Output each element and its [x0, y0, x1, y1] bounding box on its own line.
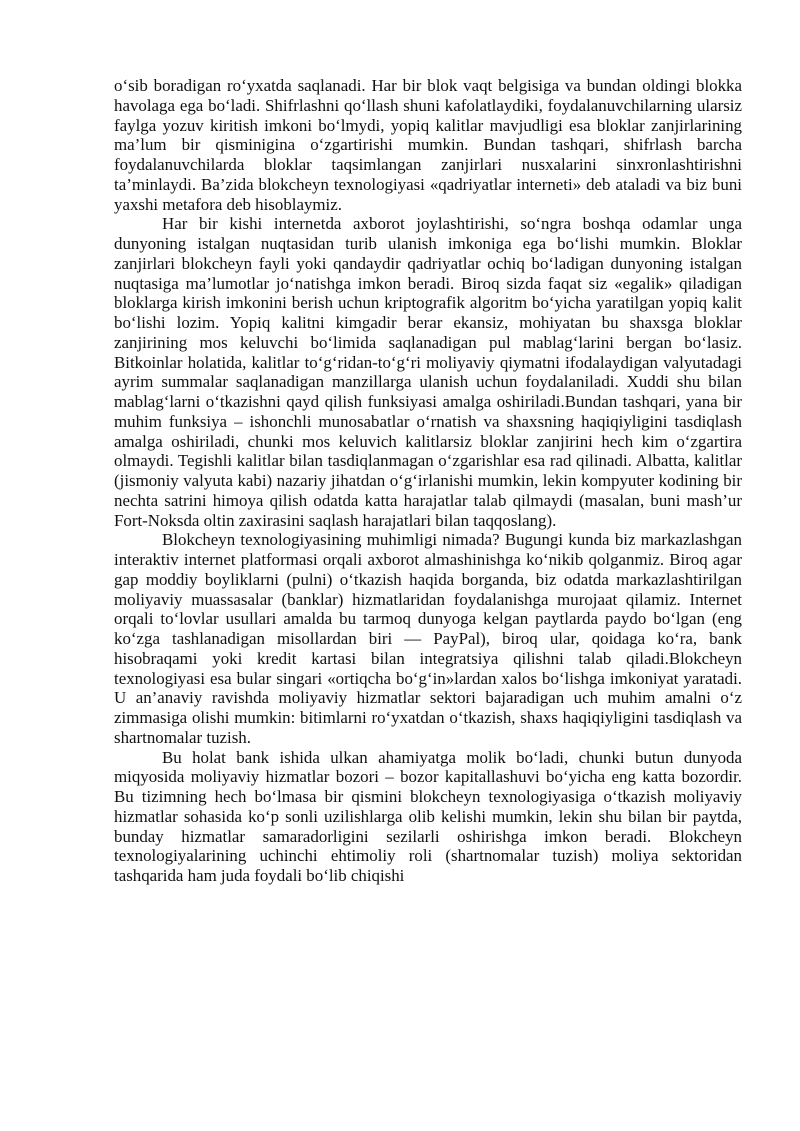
paragraph-banking: Bu holat bank ishida ulkan ahamiyatga molik bo‘ladi, chunki butun dunyoda miqyosida moliyaviy hizmatlar bozori – bozor kapitallashuvi bo‘yicha eng katta bozordir. Bu tizimning hech bo‘lmasa bir qismini blokcheyn texnologiyasiga o‘tkazish moliyaviy hizmatlar sohasida ko‘p sonli uzilishlarga olib kelishi mumkin, lekin shu bilan bir paytda, bunday hizmatlar samaradorligini sezilarli oshirishga imkon beradi. Blokcheyn texnologiyalarining uchinchi ehtimoliy roli (shartnomalar tuzish) moliya sektoridan tashqarida ham juda foydali bo‘lib chiqishi [114, 747, 742, 885]
paragraph-blockchain-importance: Blokcheyn texnologiyasining muhimligi nimada? Bugungi kunda biz markazlashgan interaktiv internet platformasi orqali axborot almashinishga ko‘nikib qolganmiz. Biroq agar gap moddiy boyliklarni (pulni) o‘tkazish haqida borganda, biz odatda markazlashtirilgan moliyaviy muassasalar (banklar) hizmatlaridan foydalanishga murojaat qilamiz. Internet orqali to‘lovlar usullari amalda bu tarmoq dunyoga kelgan paytlarda paydo bo‘lgan (eng ko‘zga tashlanadigan misollardan biri — PayPal), biroq ular, qoidaga ko‘ra, bank hisobraqami yoki kredit kartasi bilan integratsiya qilishni talab qiladi.Blokcheyn texnologiyasi esa bular singari «ortiqcha bo‘g‘in»lardan xalos bo‘lishga imkoniyat yaratadi. U an’anaviy ravishda moliyaviy hizmatlar sektori bajaradigan uch muhim amalni o‘z zimmasiga olishi mumkin: bitimlarni ro‘yxatdan o‘tkazish, shaxs haqiqiyligini tasdiqlash va shartnomalar tuzish. [114, 530, 742, 747]
paragraph-private-keys: Har bir kishi internetda axborot joylashtirishi, so‘ngra boshqa odamlar unga dunyoning istalgan nuqtasidan turib ulanish imkoniga ega bo‘lishi mumkin. Bloklar zanjirlari blokcheyn fayli yoki qandaydir qadriyatlar ochiq bo‘ladigan dunyoning istalgan nuqtasiga ma’lumotlar jo‘natishga imkon beradi. Biroq sizda faqat siz «egalik» qiladigan bloklarga kirish imkonini berish uchun kriptografik algoritm bo‘yicha yaratilgan yopiq kalit bo‘lishi lozim. Yopiq kalitni kimgadir berar ekansiz, mohiyatan bu shaxsga bloklar zanjirining mos keluvchi bo‘limida saqlanadigan pul mablag‘larini bergan bo‘lasiz. Bitkoinlar holatida, kalitlar to‘g‘ridan-to‘g‘ri moliyaviy qiymatni ifodalaydigan valyutadagi ayrim summalar saqlanadigan manzillarga ulanish uchun foydalaniladi. Xuddi shu bilan mablag‘larni o‘tkazishni qayd qilish funksiyasi amalga oshiriladi.Bundan tashqari, yana bir muhim funksiya – ishonchli munosabatlar o‘rnatish va shaxsning haqiqiyligini tasdiqlash amalga oshiriladi, chunki mos keluvich kalitlarsiz bloklar zanjirini hech kim o‘zgartira olmaydi. Tegishli kalitlar bilan tasdiqlanmagan o‘zgarishlar esa rad qilinadi. Albatta, kalitlar (jismoniy valyuta kabi) nazariy jihatdan o‘g‘irlanishi mumkin, lekin kompyuter kodining bir nechta satrini himoya qilish odatda katta harajatlar talab qilmaydi (masalan, buni mash’ur Fort-Noksda oltin zaxirasini saqlash harajatlari bilan taqqoslang). [114, 214, 742, 530]
paragraph-continuation: o‘sib boradigan ro‘yxatda saqlanadi. Har bir blok vaqt belgisiga va bundan oldingi blokka havolaga ega bo‘ladi. Shifrlashni qo‘llash shuni kafolatlaydiki, foydalanuvchilarning ularsiz faylga yozuv kiritish imkoni bo‘lmydi, yopiq kalitlar mavjudligi esa bloklar zanjirlarining ma’lum bir qisminigina o‘zgartirishi mumkin. Bundan tashqari, shifrlash barcha foydalanuvchilarda bloklar taqsimlangan zanjirlari nusxalarini sinxronlashtirishni ta’minlaydi. Ba’zida blokcheyn texnologiyasi «qadriyatlar interneti» deb ataladi va biz buni yaxshi metafora deb hisoblaymiz. [114, 76, 742, 214]
document-page [114, 76, 742, 886]
